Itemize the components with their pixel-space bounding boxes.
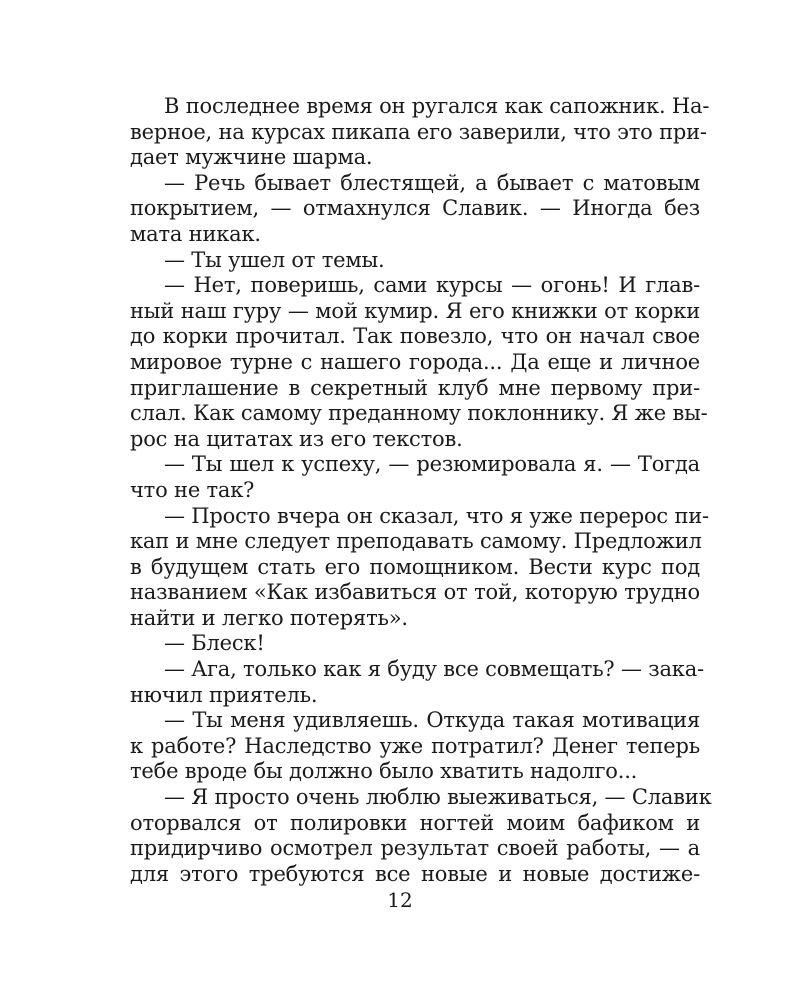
text-line: В последнее время он ругался как сапожник. На- (164, 94, 710, 118)
text-line: что не так? (130, 477, 255, 502)
text-line: — Блеск! (164, 631, 265, 656)
text-line: — Ты меня удивляешь. Откуда такая мотивация (164, 708, 700, 733)
text-line: найти и легко потерять». (130, 605, 408, 630)
text-line: — Нет, поверишь, сами курсы — огонь! И глав- (164, 273, 700, 298)
text-line: — Просто вчера он сказал, что я уже перерос пи- (164, 503, 709, 528)
text-line: до корки прочитал. Так повезло, что он начал свое (130, 324, 700, 349)
text-line: кап и мне следует преподавать самому. Предложил (130, 529, 702, 554)
text-line: к работе? Наследство уже потратил? Денег теперь (130, 733, 700, 758)
text-line: покрытием, — отмахнулся Славик. — Иногда без (130, 196, 700, 221)
text-line: дает мужчине шарма. (130, 145, 373, 170)
text-line: — Ты шел к успеху, — резюмировала я. — Тогда (164, 452, 700, 477)
text-line: слал. Как самому преданному поклоннику. Я же вы- (130, 401, 708, 426)
text-line: верное, на курсах пикапа его заверили, что это при- (130, 119, 707, 144)
text-line: — Я просто очень люблю выеживаться, — Славик (164, 785, 712, 810)
text-line: оторвался от полировки ногтей моим бафиком и (130, 810, 700, 835)
text-line: — Речь бывает блестящей, а бывает с матовым (164, 170, 700, 195)
text-line: — Ты ушел от темы. (164, 247, 385, 272)
text-line: придирчиво осмотрел результат своей работы, — а (130, 836, 700, 861)
text-line: ный наш гуру — мой кумир. Я его книжки от корки (130, 298, 700, 323)
text-line: приглашение в секретный клуб мне первому при- (130, 375, 700, 400)
book-page-text (130, 94, 712, 887)
text-line: названием «Как избавиться от той, которую трудно (130, 580, 700, 605)
text-line: для этого требуются все новые и новые достиже- (130, 861, 700, 886)
page-number: 12 (387, 888, 413, 912)
text-line: нючил приятель. (130, 682, 318, 707)
text-line: рос на цитатах из его текстов. (130, 426, 463, 451)
text-line: мировое турне с нашего города... Да еще и личное (130, 349, 700, 374)
text-line: мата никак. (130, 221, 261, 246)
text-line: — Ага, только как я буду все совмещать? — зака- (164, 657, 704, 682)
text-line: в будущем стать его помощником. Вести курс под (130, 554, 700, 579)
text-line: тебе вроде бы должно было хватить надолго... (130, 759, 638, 784)
